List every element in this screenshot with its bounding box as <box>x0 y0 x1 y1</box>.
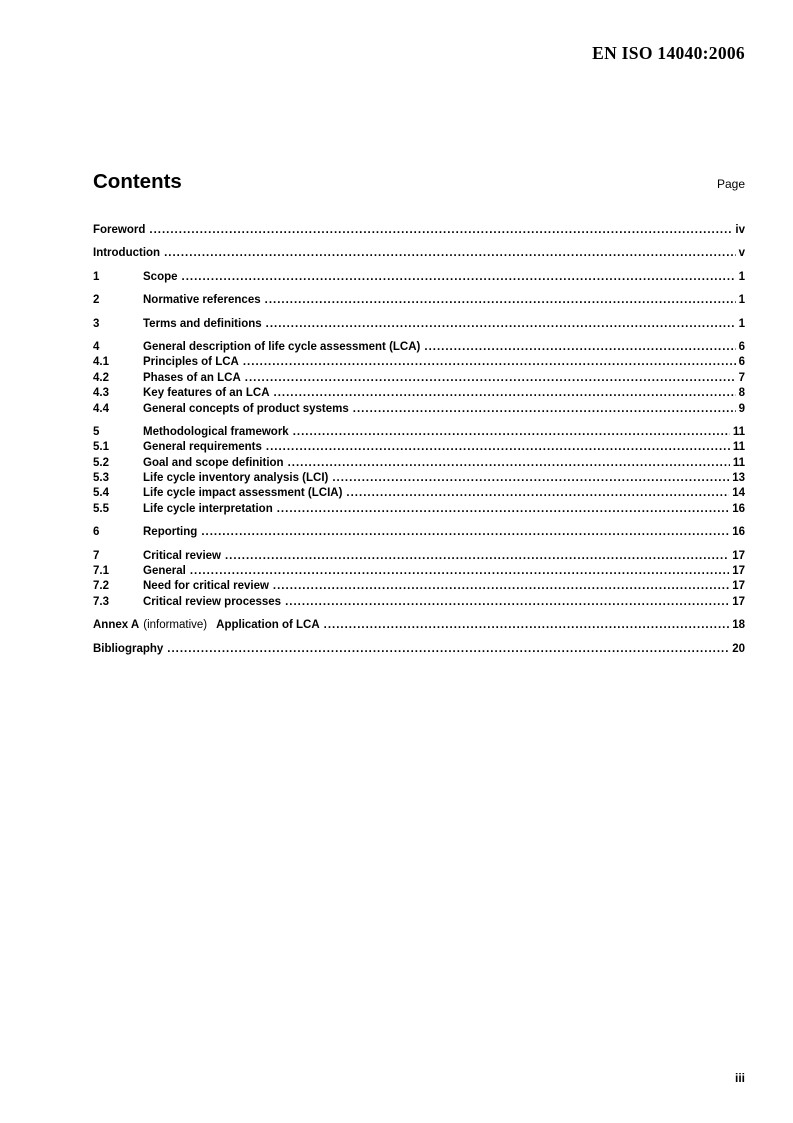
toc-group <box>93 550 745 612</box>
toc-entry-page-number: 17 <box>732 595 745 608</box>
standard-reference: EN ISO 14040:2006 <box>592 43 745 63</box>
toc-entry-title: Critical review <box>143 549 221 562</box>
toc-entry-title: Need for critical review <box>143 580 269 593</box>
toc-entry-page-number: 8 <box>738 387 745 400</box>
dot-leader <box>265 294 736 306</box>
toc-entry-title: Key features of an LCA <box>143 387 270 400</box>
toc-entry-title: Methodological framework <box>143 425 289 438</box>
toc-entry-title: Critical review processes <box>143 595 282 608</box>
toc-entry-page-number: 17 <box>732 580 745 593</box>
toc-entry-number: 6 <box>93 526 100 539</box>
toc-entry <box>93 643 745 658</box>
toc-entry-title: Bibliography <box>93 642 164 655</box>
toc-entry-page-number: iv <box>735 224 745 236</box>
toc-group <box>93 643 745 658</box>
toc-entry-title: General requirements <box>143 441 262 454</box>
toc-entry-title: Goal and scope definition <box>143 456 284 469</box>
dot-leader <box>201 526 729 538</box>
toc-group <box>93 271 745 286</box>
toc-entry-note: (informative) <box>143 619 208 632</box>
dot-leader <box>353 403 736 415</box>
toc-entry-title: General <box>143 565 186 578</box>
toc-entry <box>93 341 745 356</box>
dot-leader <box>274 387 736 399</box>
toc-group <box>93 341 745 418</box>
toc-entry-number: 4.3 <box>93 387 109 400</box>
toc-entry-page-number: 13 <box>732 472 745 485</box>
toc-entry-title: General description of life cycle assessment (LCA) <box>143 340 421 353</box>
dot-leader <box>324 619 730 631</box>
toc-entry-page-number: 6 <box>738 340 745 353</box>
toc-entry <box>93 441 745 456</box>
toc-entry-title: Scope <box>143 270 178 283</box>
toc-entry <box>93 426 745 441</box>
toc-group <box>93 426 745 518</box>
toc-entry <box>93 271 745 286</box>
toc-entry-title: Life cycle impact assessment (LCIA) <box>143 487 343 500</box>
toc-entry-page-number: 11 <box>732 425 745 438</box>
toc-group <box>93 224 745 239</box>
page-column-label: Page <box>716 177 745 191</box>
dot-leader <box>243 356 736 368</box>
toc-entry-title: Terms and definitions <box>143 317 262 330</box>
toc-group <box>93 318 745 333</box>
toc-entry-page-number: 18 <box>732 619 745 632</box>
toc-entry-title: Annex A <box>93 619 140 632</box>
toc-entry-number: 7.1 <box>93 565 109 578</box>
toc-entry-title: Foreword <box>93 224 146 236</box>
toc-entry-number: 4.1 <box>93 356 109 369</box>
dot-leader <box>225 550 729 562</box>
dot-leader <box>288 457 730 469</box>
toc-entry-number: 7.3 <box>93 595 109 608</box>
toc-entry-title: Phases of an LCA <box>143 371 241 384</box>
toc-entry <box>93 294 745 309</box>
dot-leader <box>182 271 736 283</box>
toc-entry <box>93 619 745 634</box>
toc-entry-title: Normative references <box>143 294 261 307</box>
toc-group <box>93 526 745 541</box>
contents-header-row <box>93 172 745 193</box>
toc-entry-page-number: v <box>738 247 745 260</box>
toc-entry-page-number: 17 <box>732 549 745 562</box>
toc-entry-number: 5.4 <box>93 487 109 500</box>
toc-entry <box>93 356 745 371</box>
toc-entry-number: 3 <box>93 317 100 330</box>
toc-entry-page-number: 20 <box>732 642 745 655</box>
dot-leader <box>273 580 729 592</box>
toc-entry <box>93 372 745 387</box>
toc-entry-title: Life cycle inventory analysis (LCI) <box>143 472 329 485</box>
toc-entry <box>93 487 745 502</box>
toc-entry-page-number: 1 <box>738 270 745 283</box>
toc-entry-title: Reporting <box>143 526 198 539</box>
toc-entry <box>93 503 745 518</box>
toc-entry <box>93 224 745 239</box>
toc-entry <box>93 318 745 333</box>
toc-entry-number: 5 <box>93 425 100 438</box>
toc-entry-page-number: 17 <box>732 565 745 578</box>
toc-entry-title: General concepts of product systems <box>143 402 349 415</box>
dot-leader <box>164 247 736 259</box>
toc-entry-number: 7.2 <box>93 580 109 593</box>
toc-entry-number: 2 <box>93 294 100 307</box>
document-header <box>93 43 745 64</box>
toc-entry-page-number: 14 <box>732 487 745 500</box>
dot-leader <box>293 426 730 438</box>
dot-leader <box>346 487 729 499</box>
toc-entry-page-number: 7 <box>738 371 745 384</box>
toc-group <box>93 247 745 262</box>
toc-entry <box>93 580 745 595</box>
dot-leader <box>266 318 736 330</box>
toc-entry <box>93 403 745 418</box>
toc-entry-page-number: 1 <box>738 317 745 330</box>
toc-entry <box>93 550 745 565</box>
toc-entry-number: 1 <box>93 270 100 283</box>
toc-entry-page-number: 16 <box>732 502 745 515</box>
toc-entry-number: 7 <box>93 549 100 562</box>
toc-entry <box>93 596 745 611</box>
toc-entry-number: 4 <box>93 340 100 353</box>
toc-entry-number: 5.5 <box>93 502 109 515</box>
toc-entry-number: 4.4 <box>93 402 109 415</box>
toc-entry-title: Introduction <box>93 247 161 260</box>
toc-entry-page-number: 9 <box>738 402 745 415</box>
toc-entry <box>93 247 745 262</box>
dot-leader <box>190 565 729 577</box>
toc-entry <box>93 472 745 487</box>
dot-leader <box>285 596 729 608</box>
toc-entry <box>93 457 745 472</box>
toc-entry-page-number: 6 <box>738 356 745 369</box>
dot-leader <box>332 472 729 484</box>
dot-leader <box>424 341 735 353</box>
toc-group <box>93 294 745 309</box>
toc-entry <box>93 387 745 402</box>
dot-leader <box>245 372 736 384</box>
dot-leader <box>266 441 730 453</box>
page-number-footer: iii <box>734 1071 745 1085</box>
dot-leader <box>277 503 729 515</box>
toc-entry-subtitle: Application of LCA <box>216 619 320 632</box>
toc-entry-number: 5.1 <box>93 441 109 454</box>
toc-group <box>93 619 745 634</box>
toc-entry-page-number: 11 <box>732 441 745 454</box>
toc-entry <box>93 565 745 580</box>
dot-leader <box>167 643 729 655</box>
table-of-contents <box>93 224 745 666</box>
toc-entry-page-number: 16 <box>732 526 745 539</box>
dot-leader <box>149 224 732 236</box>
toc-entry-page-number: 1 <box>738 294 745 307</box>
toc-entry-page-number: 11 <box>732 456 745 469</box>
toc-entry-title: Life cycle interpretation <box>143 502 273 515</box>
contents-heading: Contents <box>93 170 182 193</box>
toc-entry <box>93 526 745 541</box>
toc-entry-number: 5.3 <box>93 472 109 485</box>
toc-entry-title: Principles of LCA <box>143 356 239 369</box>
toc-entry-number: 5.2 <box>93 456 109 469</box>
toc-entry-number: 4.2 <box>93 371 109 384</box>
